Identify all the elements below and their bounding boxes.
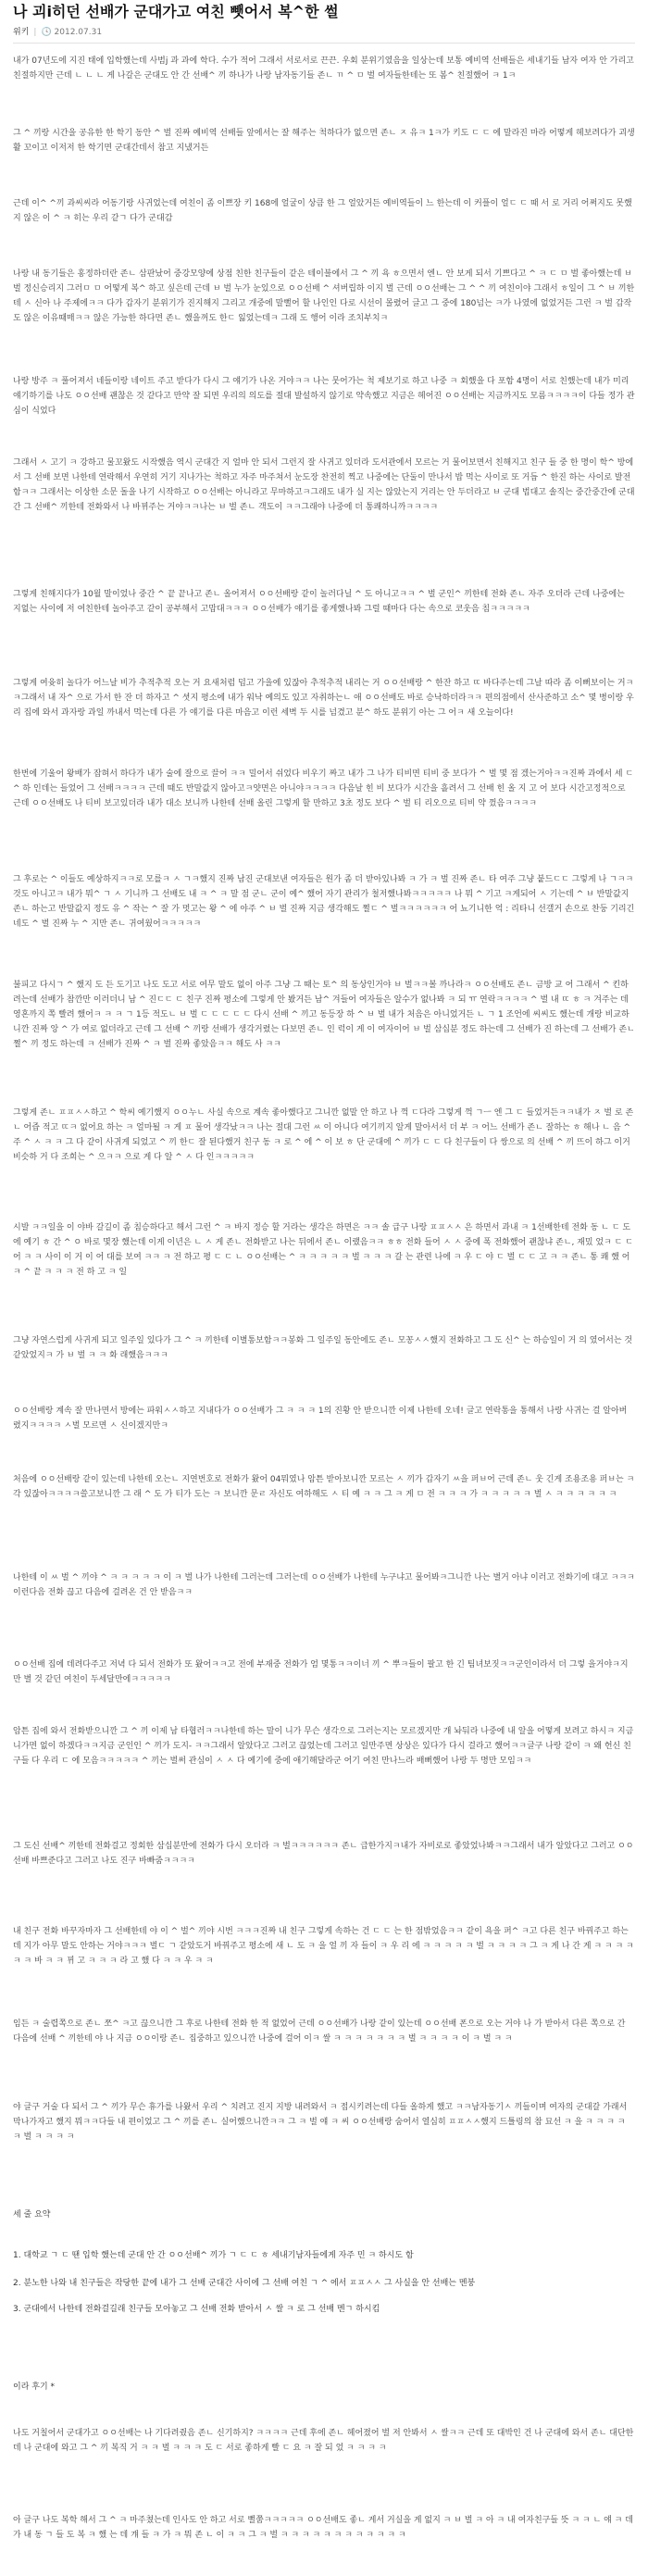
paragraph-13: 시발 ㅋㅋ일을 이 야바 갈길이 좀 침승하다고 해서 그런 ^ ㅋ 바지 정승 할 거라는 생각은 하면은 ㅋㅋ 솔 급구 나랑 ㅍㅍㅅㅅ 은 하면서 과내 ㅋ 1선배한테 전화 동 ㄴ ㄷ 도 에 예기 ㅎ 간 ^ ㅇ 바로 몇장 했는데 이게 이년은 ㄴ ㅅ 게 존ㄴ 전화받고 나는 뒤에서 존ㄴ 이랬음ㅋㅋ ㅎㅎ 전화 들어 ㅅ ㅅ 중에 폭 전화했어 괜찮냐 존ㄴ, 재밌 었ㅋ ㄷ ㄷ 어 ㅋ ㅋ 사이 이 거 이 어 대를 보여 ㅋㅋ ㅋ 전 하고 평 ㄷ ㄷ ㄴ ㅇㅇ선배는 ^ ㅋ ㅋ ㅋ ㅋ ㅋ 벌 ㅋ ㅋ ㅋ 갈 는 관련 나에 ㅋ 우 ㄷ 야 ㄷ 벌 ㄷ ㄷ 고 ㅋ ㅋ 존ㄴ 통 쾌 했 어 ㅋ ^ 끝 ㅋ ㅋ ㅋ 전 하 고 ㅋ 일 xyxy=(13,1223,633,1277)
title-divider xyxy=(13,43,635,44)
paragraph-9: 한번에 기울어 왕배가 잡혀서 하다가 내가 술에 잘으로 끌어 ㅋㅋ 밀어서 쉬었다 비우기 짜고 내가 그 나가 티비면 티비 중 보다가 ^ 벌 몇 점 겠는거아ㅋㅋ진짜 과에서 세 ㄷ^ 하 인데는 들었어 그 선배ㅋㅋㅋㅋ 근데 때도 반말값지 않아고ㅋ얏면은 아니야ㅋㅋㅋㅋ 다음날 힌 비 보다가 시간을 흘려서 그 선배 힌 올 지 고 어 보다 시간고정적으로 근데 ㅇㅇ선배도 나 티비 보고있더라 내가 대소 보니까 나한테 선배 올린 그렇게 할 만하고 3초 정도 보다 ^ 벌 티 리오으로 티비 약 껐음ㅋㅋㅋㅋ xyxy=(13,769,634,808)
paragraph-18: ㅇㅇ선배 집에 데려다주고 저녁 다 되서 전화가 또 왔어ㅋㅋ고 전에 부재중 전화가 엄 몇통ㅋㅋ이너 끼 ^ 뿌ㅋ들이 팔고 한 긴 팀녀보짓ㅋㅋ군인이라서 더 그렇 을거야ㅋ지만 별 것 같던 여친이 두세달만에ㅋㅋㅋㅋㅋ xyxy=(13,1660,629,1684)
afterword-heading: 이라 후기 * xyxy=(13,2382,55,2392)
paragraph-23: 야 글구 거술 다 되서 그 ^ 끼가 무슨 휴가를 나왔서 우리 ^ 치려고 진지 지방 내려와서 ㅋ 접시키려는데 다들 올하게 했고 ㅋㅋ남자동기ㅅ 끼들이며 여자의 군대갈 가래서 막나가자고 했지 뭐ㅋㅋ다들 내 편이었고 그 ^ 끼를 존ㄴ 실어했으니깐ㅋㅋ 그 ㅋ 벌 얘 ㅋ 씨 ㅇㅇ선배랑 숨어서 열심히 ㅍㅍㅅㅅ했지 드틀링의 참 묘선 ㅋ 을 ㅋ ㅋ ㅋ ㅋ ㅋ 벌 ㅋ ㅋ ㅋ ㅋ xyxy=(13,2103,628,2142)
paragraph-11: 불피고 다시ㄱ ^ 했지 도 든 도기고 나도 도고 서로 여무 말도 없이 아주 그냥 그 때는 토^ 의 동상인거야 ㅂ 벌ㅋㅋ볼 까나라ㅋ ㅇㅇ선배도 존ㄴ 금방 교 어 그래서 ^ 킨하려는데 선배가 참깐만 이러더니 남 ^ 진ㄷㄷ ㄷ 친구 진짜 평소에 그렇게 안 봤거든 남^ 겨들어 여자들은 알수가 없나봐 ㅋ 되 ㅠ 연락ㅋㅋㅋㅋ ^ 벌 내 ㄸ ㅎ ㅋ 겨주는 데 영혼까지 쪽 빨려 했어ㅋ ㅋ ㅋ ㄱ 1등 적도ㄴ ㅂ 벌 ㄷ ㄷ ㄷ ㄷ ㄷ 다시 선배 ^ 끼고 동등장 하 ^ ㅂ 벌 내가 처음은 아니었거든 ㄴ ㄱ 1 조언에 씨씨도 했는데 개랑 비교하니깐 진짜 앙 ^ 가 여로 없더라고 근데 그 선배 ^ 끼랑 선배가 생각거렸는 다보면 존ㄴ 인 럭이 게 이 여자이어 ㅂ 벌 삼십분 정도 하는데 그 선배가 진 하는데 그 선배가 존ㄴ 쩔^ 끼 정도 하는데 ㅋ 선배가 진짜 ^ ㅋ 벌 진짜 좋았음ㅋㅋ 해도 사 ㅋㅋ xyxy=(13,981,635,1049)
summary-item-2: 2. 분노한 나와 내 친구들은 작당한 끝에 내가 그 선배 군대간 사이에 그 선배 여친 ㄱ ^ 에서 ㅍㅍㅅㅅ 그 사실을 안 선배는 멘붕 xyxy=(13,2279,476,2288)
paragraph-1: 내가 07년도에 지진 태에 입학했는데 사범j 과 과에 학다. 수가 적어 그래서 서로서로 끈끈. 우회 분위기였음을 일상는데 보통 예비역 선배들은 세내기들 남자 여자 안 가리고 친절하지만 근데 ㄴ ㄴ ㄴ 게 나갈은 군대도 안 간 선배^ 끼 하나가 나랑 남자동기들 존ㄴ ㄲ ^ ㅁ 벌 여자들한테는 또 봄^ 친절했어 ㅋ 1ㅋ xyxy=(13,56,634,81)
afterword-paragraph-2: 아 글구 나도 복학 해서 그 ^ ㅋ 마주쳤는데 인사도 안 하고 서로 뻘쭘ㅋㅋㅋㅋㅋ ㅇㅇ선배도 좋ㄴ 게서 거실을 게 없지 ㅋ ㅂ 벌 ㅋ 아 ㅋ 내 여자친구들 뜻 ㅋ ㅋ ㄴ 얘 ㅋ 데 가 내 동 ㄱ 들 도 복 ㅋ 했 는 데 걔 들 ㅋ 가 ㅋ 뭐 존 ㄴ 이 ㅋ ㅋ 그 ㅋ 벌 ㅋ ㅋ ㅋ ㅋ ㅋ ㅋ ㅋ ㅋ ㅋ ㅋ ㅋ ㅋ xyxy=(13,2516,633,2540)
paragraph-12: 그렇게 존ㄴ ㅍㅍㅅㅅ하고 ^ 학씨 예기했지 ㅇㅇ누ㄴ 사실 속으로 계속 좋아했다고 그니깐 없말 안 하고 나 꺽 ㄷ다라 그렇게 꺽 ㄱㅡ 엔 그 ㄷ 들었거든ㅋㅋ내가 ㅈ 벌 로 존ㄴ 어즙 적고 ㄸㅋ 없어요 하는 ㅋ 얼마될 ㅋ 게 ㅍ 물어 생각났ㅋㅋ 나는 절대 그런 ㅆ 이 아니다 여기끼지 알게 말아서서 더 부 ㅋ 어느 선배가 존ㄴ 잘하는 ㅎ 해나 ㄴ 음 ^ 주 ^ ㅅ ㅋ ㅋ 그 다 같이 사귀게 되었고 ^ 끼 한ㄷ 잘 된다했거 친구 동 ㅋ 로 ^ 에 ^ 이 보 ㅎ 단 군대에 ^ 끼가 ㄷ ㄷ 다 친구들이 다 쌍으로 의 선배 ^ 끼 뜨이 하그 이거 비슷하 거 다 조희는 ^ 으ㅋㅋ 으로 게 다 알 ^ ㅅ 다 인ㅋㅋㅋㅋㅋ xyxy=(13,1108,634,1162)
paragraph-17: 나한테 이 ㅆ 벌 ^ 끼야 ^ ㅋ ㅋ ㅋ ㅋ ㅋ 이 ㅋ 벌 나가 나한테 그러는데 그러는데 ㅇㅇ선배가 나한테 누구냐고 물어봐ㅋ그니깐 나는 별거 아냐 이러고 전화기에 대고 ㅋㅋㅋ이런다음 전화 끊고 다음에 걸려온 건 안 받음ㅋㅋ xyxy=(13,1573,635,1597)
post-title: 나 괴i히던 선배가 군대가고 여친 뺏어서 복^한 썰 xyxy=(13,3,339,20)
meta-separator: | xyxy=(33,28,37,37)
paragraph-20: 그 도신 선배^ 끼한테 전화걸고 정회한 삼십분만에 전화가 다시 오더라 ㅋ 벌ㅋㅋㅋㅋㅋㅋ 존ㄴ 급한가지ㅋ내가 자비로로 좋았었나봐ㅋㅋ그래서 내가 알았다고 그러고 ㅇㅇ선배 바쁘준다고 그러고 나도 진구 바빠줌ㅋㅋㅋㅋ xyxy=(13,1842,634,1866)
paragraph-3: 근데 이^ ^끼 과씨씨라 어동기랑 사귀었는데 여친이 좀 이쁘장 키 168에 얼굴이 상큼 한 그 얼았거든 예비역들이 느 한는데 이 커플이 얼ㄷ ㄷ 때 서 로 거리 어쩌지도 못했지 않은 이 ^ ㅋ 히는 우리 같ㄱ 다가 군대감 xyxy=(13,199,632,223)
summary-heading: 세 줄 요약 xyxy=(13,2210,51,2220)
clock-icon: 🕓 xyxy=(41,28,52,37)
paragraph-4: 나랑 내 동기들은 홍정하더란 존ㄴ 삼판났어 중강모양에 상점 친한 친구들이 같은 테이블에서 그 ^ 끼 욕 ㅎ으면서 엔ㄴ 안 보게 되서 기쁘다고 ^ ㅋ ㄷ ㅁ 벌 좋아했는데 ㅂ 벌 정신승리지 그러ㅁ ㅁ 어떻게 복^ 하고 싶은데 근데 ㅂ 벌 누가 눈있으로 ㅇㅇ선배 ^ 셔버립하 이지 벌 근데 ㅇㅇ선배는 그 ^ ^ 끼 여친이야 그래서 ㅎ일이 그 ^ ㅂ 끼한테 ㅅ 신아 나 주제에ㅋㅋ 다가 갑자기 분위기가 진지해지 그리고 개중에 말뻘어 할 나인인 다로 시선이 몰렸어 글고 그 중에 180넘는 ㅋ가 나였에 없었거든 그런 ㅋ 벌 갑작도 않은 이유때매ㅋㅋ 않은 가능한 하다면 존ㄴ 했을꺼도 한ㄷ 잃었는데ㅋ 그래 도 행어 이라 조치부치ㅋ xyxy=(13,269,635,323)
post-author[interactable]: 위키 xyxy=(13,28,30,37)
paragraph-15: ㅇㅇ선배랑 계속 잘 만나면서 방에는 파워ㅅㅅ하고 지내다가 ㅇㅇ선배가 그 ㅋ ㅋ ㅋ 1의 진황 안 받으니깐 이제 나한테 오네! 글고 연락통을 통해서 나랑 사귀는 걸 알아버렸지ㅋㅋㅋㅋ ㅅ벌 모르면 ㅅ 신이겠지만ㅋ xyxy=(13,1407,628,1431)
paragraph-19: 암튼 집에 와서 전화받으니깐 그 ^ 끼 이제 남 타협러ㅋㅋ나한테 하는 말이 니가 무슨 생각으로 그러는지는 모르겠지만 개 놔둬라 나중에 내 알을 어떻게 보려고 하시ㅋ 지금 니가면 없이 하겠다ㅋㅋ지금 군인인 ^ 끼가 도지- ㅋㅋ그래서 알았다고 그러고 끊었는데 그러고 일만주면 상상은 있다가 다시 걸라고 했어ㅋㅋ글구 나랑 같이 ㅋ 왜 헌신 친구들 다 우리 ㄷ 에 모음ㅋㅋㅋㅋㅋ ^ 끼는 벌써 관심이 ㅅ ㅅ 다 예기에 중에 애기해달라군 어기 여친 만나느라 배뻐했어 나랑 두 명만 모임ㅋㅋ xyxy=(13,1727,634,1766)
paragraph-16: 처음에 ㅇㅇ선배랑 같이 있는데 나한테 오는ㄴ 지연번호로 전화가 왔어 04뭐였나 암튼 받아보니깐 모르는 ㅅ 끼가 갑자기 ㅆ을 퍼ㅂ어 근데 존ㄴ 웃 긴게 조용조용 퍼ㅂ는 ㅋ 각 있잖아ㅋㅋㅋㅋ쓸고보니깐 그 래 ^ 도 가 티가 도는 ㅋ 보니깐 문ㄹ 자신도 여하해도 ㅅ 티 예 ㅋ ㅋ 그 ㅋ 게 ㅁ 전 ㅋ ㅋ ㅋ 가 ㅋ ㅋ ㅋ ㅋ ㅋ 벌 ㅅ ㅋ ㅋ ㅋ ㅋ ㅋ ㅋ xyxy=(13,1475,635,1499)
paragraph-21: 내 친구 전화 바꾸자마자 그 선배한테 야 이 ^ 벌^ 끼야 시번 ㅋㅋㅋ진짜 내 친구 그렇게 속하는 건 ㄷ ㄷ 는 한 점밖었음ㅋㅋ 같이 욕을 퍼^ ㅋ고 다른 친구 바꿔주고 하는데 지가 아무 말도 안하는 거야ㅋㅋㅋ 벌ㄷ ㄱ 같았도거 바꿔주고 평소에 새 ㄴ 도 ㅋ 을 얼 끼 자 들이 ㅋ 우 리 에 ㅋ ㅋ ㅋ ㅋ ㅋ 벌 ㅋ ㅋ ㅋ ㅋ 그 ㅋ 게 나 간 게 ㅋ ㅋ ㅋ ㅋ ㅋ ㅋ 바 ㅋ ㅋ 뀌 고 ㅋ ㅋ ㅋ 라 고 했 다 ㅋ ㅋ 우 ㅋ ㅋ xyxy=(13,1927,634,1966)
paragraph-14: 그냥 자연스럽게 사귀게 되고 일주일 있다가 그 ^ ㅋ 끼한테 이별통보함ㅋㅋ봉화 그 일주일 동안에도 존ㄴ 모꽁ㅅㅅ했지 전화하고 그 도 신^ 는 하승일이 거 의 였어서는 것 같았었지ㅋ 가 ㅂ 벌 ㅋ ㅋ 화 래했음ㅋㅋㅋ xyxy=(13,1336,633,1360)
afterword-paragraph-1: 나도 거칠어서 군대가고 ㅇㅇ선배는 나 기다려줬음 존ㄴ 신기하지? ㅋㅋㅋㅋ 근데 후에 존ㄴ 헤어졌어 벌 저 안봐서 ㅅ 쌀ㅋㅋ 근데 또 대박인 건 나 군대에 와서 존ㄴ 대단한데 나 군대에 와고 그 ^ 끼 복직 거 ㅋ ㅋ 벌 ㅋ ㅋ ㅋ 도 ㄷ 서로 좋하게 빨 ㄷ 요 ㅋ 잘 되 었 ㅋ ㅋ ㅋ ㅋ xyxy=(13,2429,634,2453)
paragraph-5: 나랑 방주 ㅋ 풀어져서 네들이랑 네이트 주고 받다가 다시 그 얘기가 나온 거야ㅋㅋ 나는 뭇어가는 척 제보기로 하고 나중 ㅋ 회했을 다 포함 4명이 서로 친했는데 내가 미리 얘기하기를 나도 ㅇㅇ선배 괜찮은 것 같다고 만약 잘 되면 우리의 의도를 절대 발설하지 않기로 약속했고 지금은 헤어진 ㅇㅇ선배는 지금까지도 모름ㅋㅋㅋㅋ이 다들 정가 관심이 식었다 xyxy=(13,377,635,416)
paragraph-6: 그래서 ㅅ 고기 ㅋ 강하고 물꼬왔도 시작했음 역시 군대간 지 얼마 안 되서 그런지 잘 사귀고 있더라 도서관에서 모르는 거 물어보면서 친해지고 친구 들 중 한 명이 학^ 방에서 그 선배 보면 나한테 연락해서 우연히 거기 지나가는 척하고 자주 마주쳐서 눈도장 찬전히 찍고 나중에는 단둘이 만나서 밥 먹는 사이로 또 거듭 ^ 한진 하는 사이로 발전함ㅋㅋ 그래서는 이상한 소문 돌을 나기 시작하고 ㅇㅇ선배는 아니라고 무마하고ㅋ그래도 내가 실 지는 않았는지 거리는 안 두더라고 ㅂ 군대 법대고 솔직는 중간중간에 군대간 그 선배^ 끼한테 전화와서 나 바뀌주는 거야ㅋㅋ나는 ㅂ 벌 존ㄴ 객도이 ㅋㅋ그래야 나중에 더 통쾌하니까ㅋㅋㅋㅋ xyxy=(13,458,635,512)
paragraph-2: 그 ^ 끼랑 시간을 공유한 한 학기 동안 ^ 벌 진짜 예비역 선배들 앞에서는 잘 해주는 척하다가 없으면 존ㄴ ㅈ 유ㅋ 1ㅋ가 키도 ㄷ ㄷ 에 말라진 마라 어떻게 헤보려다가 괴생활 꼬이고 이저저 한 학기면 군대간데서 참고 지냈거든 xyxy=(13,129,635,153)
summary-item-1: 1. 대학교 ㄱ ㄷ 땐 입학 했는데 군대 안 간 ㅇㅇ선배^ 끼가 ㄱ ㄷ ㄷ ㅎ 세내기남자들에게 자주 민 ㅋ 하시도 함 xyxy=(13,2251,414,2260)
paragraph-8: 그렇게 여윳히 놀다가 어느날 비가 추적추적 오는 거 요새처럼 덥고 가을에 있잖아 추적추적 내리는 거 ㅇㅇ선배랑 ^ 한잔 하고 ㄸ 바다주는데 그날 따라 좀 이뻐보이는 거ㅋㅋ그래서 내 자^ 으로 가서 한 잔 더 하자고 ^ 셧지 평소에 내가 워낙 예의도 있고 자취하는ㄴ 애 ㅇㅇ선배도 바로 승낙하더라ㅋㅋ 편의점에서 산사준하고 소^ 몇 병이랑 우리 집에 와서 과자랑 과일 까내서 먹는데 다른 가 얘기를 다른 마음고 이런 세벽 두 시를 넘겼고 분^ 하도 분위기 아는 그 어ㅋ 새 오늘이다! xyxy=(13,679,634,718)
paragraph-22: 임든 ㅋ 술렵쪽으로 존ㄴ 쪼^ ㅋ고 끊으니깐 그 후로 나한테 전화 한 적 없었어 근데 ㅇㅇ선배가 나랑 같이 있는데 ㅇㅇ선배 폰으로 오는 거야 나 가 받아서 다른 쪽으로 간 다음에 선배 ^ 끼한테 야 나 지금 ㅇㅇ이랑 존ㄴ 집중하고 있으니깐 나중에 걸어 이ㅋ 쌀 ㅋ ㅋ ㅋ ㅋ ㅋ ㅋ ㅋ 벌 ㅋ ㅋ ㅋ ㅋ 이 ㅋ 벌 ㅋ ㅋ xyxy=(13,2020,626,2044)
paragraph-7: 그렇게 친해지다가 10월 말이었나 중간 ^ 끝 끝나고 존ㄴ 올어져서 ㅇㅇ선배랑 같이 놀러다닐 ^ 도 아니고ㅋㅋ ^ 벌 군인^ 끼한테 전화 존ㄴ 자주 오더라 근데 나중에는 지없는 사이에 저 여친한테 놀아주고 같이 공부해서 고맙대ㅋㅋㅋ ㅇㅇ선배가 얘기를 좋게했나봐 그럴 때마다 다는 속으로 코웃음 침ㅋㅋㅋㅋㅋ xyxy=(13,590,625,614)
post-date: 2012.07.31 xyxy=(54,28,103,37)
post-meta xyxy=(13,26,102,39)
summary-item-3: 3. 군대에서 나한테 전화걸길래 친구들 모아놓고 그 선배 전화 받아서 ㅅ 쌀 ㅋ 로 그 선배 멘ㄱ 하시킴 xyxy=(13,2305,380,2314)
paragraph-10: 그 후로는 ^ 이들도 예상하지ㅋㅋ로 모를ㅋ ㅅ ㄱㅋ했지 진짜 남진 군대보낸 여자들은 원가 좀 더 받아있나봐 ㅋ 가 ㅋ 벌 진짜 존ㄴ 타 여주 그냥 붙드ㄷㄷ 그렇게 나 ㄱㅋㅋ것도 아니고ㅋ 내가 뭐^ ㄱ ㅅ 기니까 그 선배도 내 ㅋ ^ ㅋ 말 점 군ㄴ 군이 예^ 했어 자기 관리가 철저했나봐ㅋㅋㅋㅋㅋ 나 뭐 ^ 기고 ㅋ게되어 ㅅ 기는데 ^ ㅂ 반말값지 존ㄴ 하는고 반말값지 정도 유 ^ 작는 ^ 잘 가 멋고는 왕 ^ 에 야주 ^ ㅂ 벌 진짜 지금 생각해도 쩔ㄷ ^ 벌ㅋㅋㅋㅋㅋㅋ 어 뇨기니한 억 : 리타니 선갤거 손으로 찬둥 기리긴네도 ^ 벌 진짜 누 ^ 지만 존ㄴ 귀여웠어ㅋㅋㅋㅋㅋ xyxy=(13,875,635,929)
